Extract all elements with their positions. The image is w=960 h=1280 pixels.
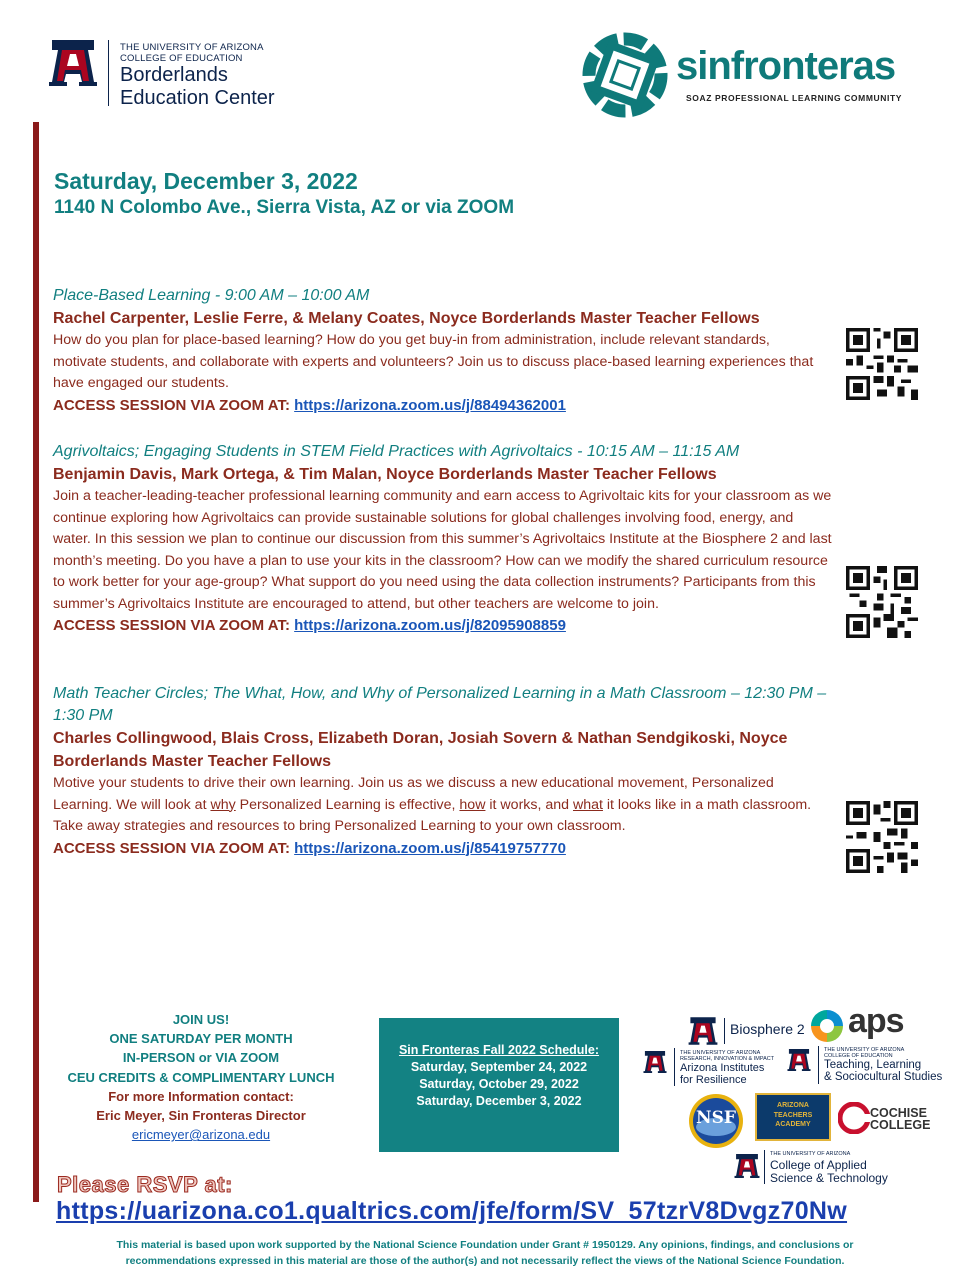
event-date: Saturday, December 3, 2022	[54, 168, 358, 194]
access-label: ACCESS SESSION VIA ZOOM AT:	[53, 617, 290, 634]
aps-wordmark: aps	[848, 1002, 904, 1040]
qr-code-icon[interactable]	[846, 328, 918, 400]
join-line: JOIN US!	[172, 1012, 230, 1027]
logo-divider	[818, 1046, 819, 1084]
logo-divider	[764, 1150, 765, 1184]
rsvp-link[interactable]: https://uarizona.co1.qualtrics.com/jfe/form/SV_57tzrV8Dvgz70Nw	[56, 1197, 848, 1225]
session-description: How do you plan for place-based learning? How do you get buy-in from administration, include relevant standards, motivate students, and collaborate with experts and volunteers? Join us to discuss place-based learning experiences that have engaged our students.	[53, 332, 814, 391]
ua-logo-icon	[686, 1016, 720, 1046]
join-line: For more Information contact:	[108, 1088, 294, 1104]
session-presenters: Charles Collingwood, Blais Cross, Elizabeth Doran, Josiah Sovern & Nathan Sendgikoski, Noyce Borderlands Master Teacher Fellows	[53, 730, 788, 770]
session-access-line	[53, 395, 843, 417]
join-us-info	[55, 1010, 347, 1144]
logo-divider	[674, 1048, 675, 1086]
sin-fronteras-title: sinfronteras	[676, 44, 896, 88]
cast-small-label: THE UNIVERSITY OF ARIZONA	[770, 1151, 851, 1157]
access-label: ACCESS SESSION VIA ZOOM AT:	[53, 396, 290, 414]
session-description: Join a teacher-leading-teacher professional learning community and earn access to Agrivoltaic kits for your classroom as we continue exploring how Agrivoltaics can provide sustainable solutions for global challenges involving food, energy, and water. In this session we plan to continue our discussion from this summer’s Agrivoltaics Institute at the Biosphere 2 and last month’s meeting. Do you have a plan to use your kits in the classroom? How can we modify the shared curriculum resource to work better for your age-group? What support do you need using the data collection instruments? Participants from this summer’s Agrivoltaics Institute are encouraged to attend, but other teachers are welcome to join.	[53, 488, 832, 612]
session-title: Math Teacher Circles; The What, How, and Why of Personalized Learning in a Math Classroom – 12:30 PM – 1:30 PM	[53, 685, 827, 724]
access-label: ACCESS SESSION VIA ZOOM AT:	[53, 839, 290, 857]
logo-divider	[724, 1018, 725, 1044]
event-address: 1140 N Colombo Ave., Sierra Vista, AZ or via ZOOM	[54, 197, 515, 218]
ua-college-label: THE UNIVERSITY OF ARIZONA COLLEGE OF EDUCATION	[120, 42, 264, 64]
sin-fronteras-subtitle: SOAZ PROFESSIONAL LEARNING COMMUNITY	[686, 93, 903, 103]
cochise-college-logo: COCHISE COLLEGE	[870, 1106, 931, 1132]
join-line: ONE SATURDAY PER MONTH	[109, 1031, 293, 1047]
zoom-link[interactable]: https://arizona.zoom.us/j/82095908859	[294, 617, 566, 634]
arizona-teachers-academy-label: ARIZONA TEACHERS ACADEMY	[773, 1102, 813, 1128]
contact-name: Eric Meyer, Sin Fronteras Director	[96, 1108, 306, 1124]
air-small-label: THE UNIVERSITY OF ARIZONA RESEARCH, INNOVATION & IMPACT	[680, 1050, 775, 1062]
biosphere-2-logo: Biosphere 2	[730, 1021, 805, 1037]
aps-logo-icon	[808, 1007, 846, 1045]
college-of-applied-science-technology-logo: College of Applied Science & Technology	[770, 1158, 888, 1185]
university-of-arizona-logo	[48, 38, 98, 88]
zoom-link[interactable]: https://arizona.zoom.us/j/85419757770	[294, 839, 566, 857]
join-line: CEU CREDITS & COMPLIMENTARY LUNCH	[67, 1069, 335, 1085]
join-line: IN-PERSON or VIA ZOOM	[122, 1050, 280, 1066]
schedule-date: Saturday, December 3, 2022	[416, 1094, 582, 1108]
session-description: Motive your students to drive their own learning. Join us as we discuss a new educational movement, Personalized Learning. We will look at why Personalized Learning is effective, how it works, and what it looks like in a math classroom. Take away strategies and resources to bring Personalized Learning to your own classroom.	[53, 775, 812, 834]
session-math-teacher-circles	[53, 683, 843, 860]
session-presenters: Rachel Carpenter, Leslie Ferre, & Melany Coates, Noyce Borderlands Master Teacher Fellows	[53, 310, 760, 327]
session-place-based	[53, 285, 843, 417]
left-accent-bar	[33, 122, 39, 1202]
qr-code-icon[interactable]	[846, 566, 918, 638]
session-access-line	[53, 615, 843, 637]
contact-email-link[interactable]: ericmeyer@arizona.edu	[131, 1127, 271, 1143]
session-access-line	[53, 838, 843, 860]
zoom-link[interactable]: https://arizona.zoom.us/j/88494362001	[294, 396, 566, 414]
ua-logo-icon	[733, 1153, 761, 1179]
rsvp-label: Please RSVP at:	[57, 1172, 233, 1197]
ua-logo-icon	[642, 1050, 668, 1074]
arizona-institutes-for-resilience-logo: Arizona Institutes for Resilience	[680, 1062, 765, 1086]
nsf-label: NSF	[696, 1108, 736, 1128]
teaching-learning-sociocultural-studies-logo: Teaching, Learning & Sociocultural Studies	[824, 1059, 943, 1083]
nsf-disclaimer: This material is based upon work supported by the National Science Foundation under Grant # 1950129. Any opinions, findings, and conclusions or recommendations expressed in this material are those of the author(s) and not necessarily reflect the views of the National Science Foundation.	[116, 1239, 854, 1267]
schedule-heading: Sin Fronteras Fall 2022 Schedule:	[398, 1043, 600, 1057]
schedule-box	[379, 1018, 619, 1152]
header-divider	[108, 40, 109, 106]
schedule-date: Saturday, September 24, 2022	[410, 1060, 588, 1074]
session-title: Agrivoltaics; Engaging Students in STEM Field Practices with Agrivoltaics - 10:15 AM – 11:15 AM	[53, 443, 740, 460]
tls-small-label: THE UNIVERSITY OF ARIZONA COLLEGE OF EDUCATION	[824, 1047, 905, 1059]
qr-code-icon[interactable]	[846, 801, 918, 873]
session-agrivoltaics	[53, 441, 843, 637]
session-title: Place-Based Learning - 9:00 AM – 10:00 AM	[53, 287, 370, 304]
cochise-college-icon	[838, 1102, 870, 1134]
sin-fronteras-logo-icon	[580, 30, 670, 120]
schedule-date: Saturday, October 29, 2022	[419, 1077, 579, 1091]
ua-logo-icon	[786, 1048, 812, 1072]
session-presenters: Benjamin Davis, Mark Ortega, & Tim Malan, Noyce Borderlands Master Teacher Fellows	[53, 466, 717, 483]
borderlands-education-center-label: Borderlands Education Center	[120, 64, 275, 109]
